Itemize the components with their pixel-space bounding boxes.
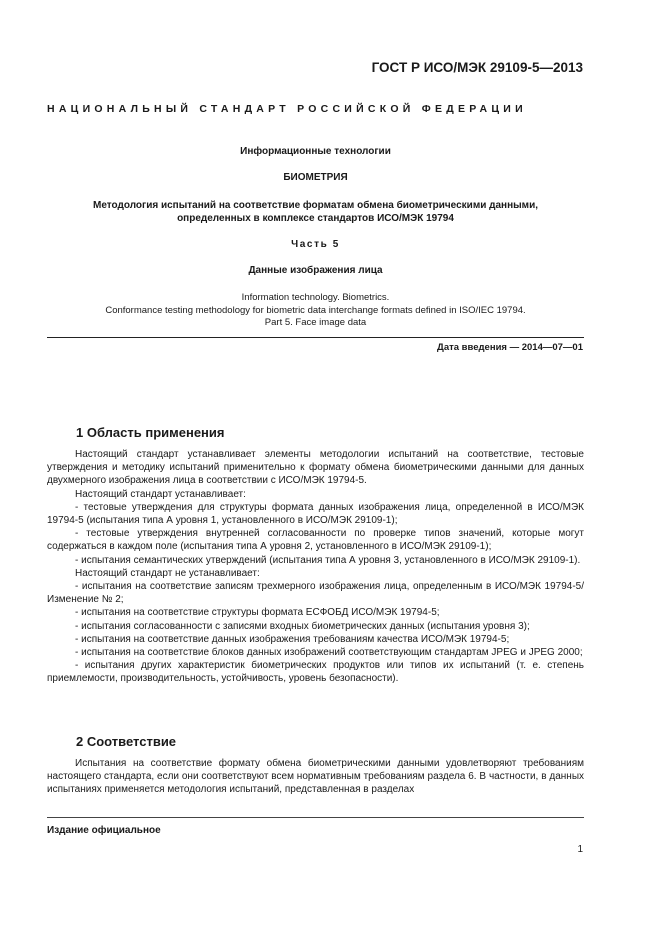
paragraph: Настоящий стандарт не устанавливает: (75, 567, 260, 579)
paragraph: Настоящий стандарт устанавливает: (75, 488, 246, 500)
section-2-body (47, 757, 584, 797)
title-line-2: БИОМЕТРИЯ (283, 172, 348, 183)
document-number: ГОСТ Р ИСО/МЭК 29109-5—2013 (371, 60, 583, 75)
list-item: - испытания на соответствие данных изображения требованиям качества ИСО/МЭК 19794-5; (75, 633, 510, 645)
title-divider (47, 337, 584, 338)
part-number: Часть 5 (291, 239, 340, 250)
section-1-body (47, 448, 584, 686)
introduction-date: Дата введения — 2014—07—01 (437, 342, 583, 353)
english-title-line-1: Information technology. Biometrics. (241, 292, 390, 303)
list-item: - испытания на соответствие структуры формата ЕСФОБД ИСО/МЭК 19794-5; (75, 607, 440, 619)
paragraph: Настоящий стандарт устанавливает элементы методологии испытаний на соответствие, тестовые утверждения и методику испытаний применительно к формату обмена биометрическими данными для данных двухмерного изображения лица в соответствии с ИСО/МЭК 19794-5. (47, 449, 584, 487)
english-title-line-2: Conformance testing methodology for biometric data interchange formats defined in ISO/IEC 19794. (105, 304, 526, 316)
part-title: Данные изображения лица (248, 265, 383, 276)
list-item: - испытания на соответствие записям трехмерного изображения лица, определенным в ИСО/МЭК 19794-5/Изменение № 2; (47, 581, 584, 606)
list-item: - испытания на соответствие блоков данных изображений соответствующим стандартам JPEG и JPEG 2000; (75, 647, 583, 659)
title-line-3: Методология испытаний на соответствие форматам обмена биометрическими данными, (93, 200, 538, 211)
national-standard-banner: НАЦИОНАЛЬНЫЙ СТАНДАРТ РОССИЙСКОЙ ФЕДЕРАЦИИ (47, 103, 527, 115)
section-2-heading: 2 Соответствие (76, 734, 177, 749)
title-methodology (47, 199, 584, 225)
list-item: - испытания других характеристик биометрических продуктов или типов их испытаний (т. е. степень приемлемости, производительность, устойчивость, уровень безопасности). (47, 660, 584, 685)
section-1-heading: 1 Область применения (76, 425, 225, 440)
list-item: - испытания семантических утверждений (испытания типа А уровня 3, установленного в ИСО/МЭК 29109-1). (75, 554, 581, 566)
title-line-1: Информационные технологии (240, 146, 391, 157)
english-title (47, 292, 584, 330)
title-line-4: определенных в комплексе стандартов ИСО/МЭК 19794 (177, 213, 454, 224)
list-item: - тестовые утверждения внутренней согласованности по проверке типов значений, которые могут содержаться в каждом поле (испытания типа А уровня 2, установленного в ИСО/МЭК 29109-1); (47, 528, 584, 553)
english-title-line-3: Part 5. Face image data (264, 317, 367, 328)
list-item: - испытания согласованности с записями входных биометрических данных (испытания уровня 3); (75, 620, 530, 632)
footer-divider (47, 817, 584, 818)
paragraph: Испытания на соответствие формату обмена биометрическими данными удовлетворяют требованиям настоящего стандарта, если они соответствуют всем нормативным требованиям раздела 6. В частности, в данных испытаниях применяется методология испытаний, представленная в разделах (47, 758, 584, 796)
official-edition-label: Издание официальное (47, 825, 161, 836)
list-item: - тестовые утверждения для структуры формата данных изображения лица, определенной в ИСО/МЭК 19794-5 (испытания типа А уровня 1, установленного в ИСО/МЭК 29109-1); (47, 501, 584, 527)
page-number: 1 (577, 844, 583, 855)
